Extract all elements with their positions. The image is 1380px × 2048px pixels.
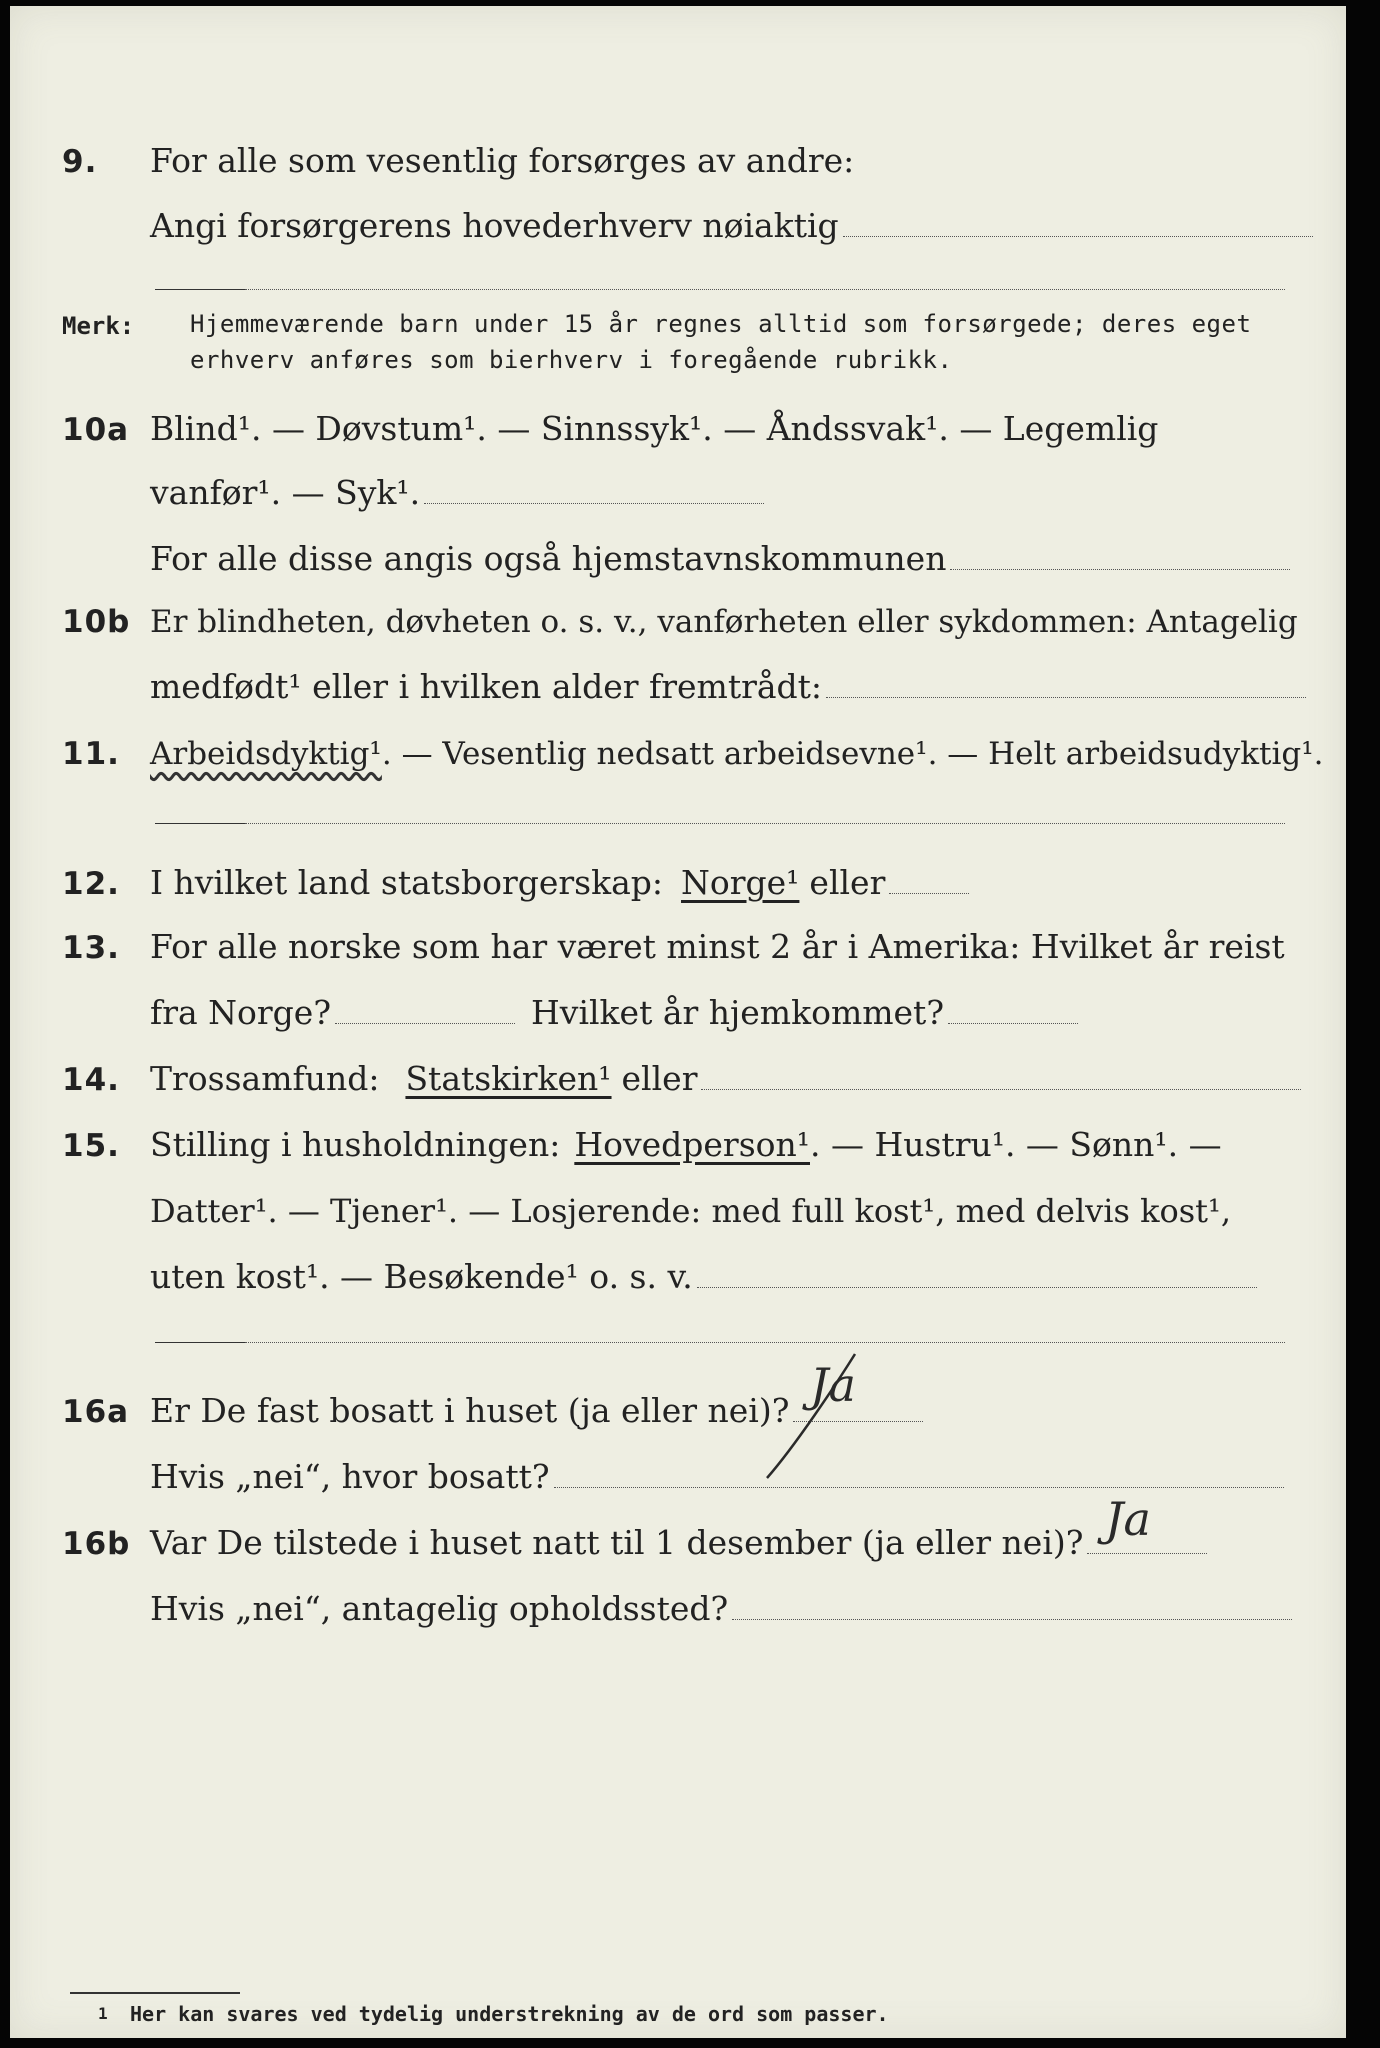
census-form-page <box>10 6 1346 2038</box>
q9-text: For alle som vesentlig forsørges av andre: <box>150 141 855 180</box>
q9-occupation-field[interactable] <box>843 234 1313 237</box>
q15-label: Stilling i husholdningen: <box>150 1125 561 1164</box>
q11-extra-field[interactable] <box>245 823 1285 824</box>
q9-line1 <box>10 136 1346 180</box>
q15-line2 <box>10 1186 1346 1230</box>
q12-option-norge[interactable]: Norge¹ <box>681 863 800 902</box>
q16a-line2 <box>10 1452 1346 1496</box>
q13-return-label: Hvilket år hjemkommet? <box>531 993 945 1032</box>
q16b-location-label: Hvis „nei“, antagelig opholdssted? <box>150 1589 729 1628</box>
q15-line-segment <box>155 1342 245 1343</box>
q14-eller: eller <box>621 1059 698 1098</box>
q16a-question: Er De fast bosatt i huset (ja eller nei)? <box>150 1391 790 1430</box>
q16a-line1 <box>10 1386 1346 1430</box>
q9-occupation-label: Angi forsørgerens hovederhverv nøiaktig <box>150 206 839 245</box>
q15-text3: uten kost¹. — Besøkende¹ o. s. v. <box>150 1257 693 1296</box>
q11-options-rest: . — Vesentlig nedsatt arbeidsevne¹. — Helt arbeidsudyktig¹. <box>381 736 1324 772</box>
q9-extra-field[interactable] <box>245 289 1285 290</box>
q16a-residence-label: Hvis „nei“, hvor bosatt? <box>150 1457 550 1496</box>
q10a-line3 <box>10 534 1346 578</box>
q16a-residence-field[interactable] <box>554 1485 1284 1488</box>
q10b-number: 10b <box>62 604 131 640</box>
q12-other-country-field[interactable] <box>889 891 969 894</box>
q13-line2 <box>10 988 1346 1032</box>
q15-option-hovedperson[interactable]: Hovedperson¹ <box>574 1125 810 1164</box>
q10b-onset-field[interactable] <box>826 695 1306 698</box>
q15-line1 <box>10 1120 1346 1164</box>
q12-number: 12. <box>62 866 120 902</box>
q10a-line2 <box>10 468 1346 512</box>
q9-line2 <box>10 201 1346 245</box>
q15-household-field[interactable] <box>697 1285 1257 1288</box>
q11-number: 11. <box>62 736 120 772</box>
q14-label: Trossamfund: <box>150 1059 380 1098</box>
q12-eller: eller <box>809 863 886 902</box>
q13-line1 <box>10 922 1346 966</box>
q10a-text2: vanfør¹. — Syk¹. <box>150 473 421 512</box>
q10a-disability-field[interactable] <box>424 501 764 504</box>
q10a-home-municipality-field[interactable] <box>950 567 1290 570</box>
q14-number: 14. <box>62 1062 120 1098</box>
q10b-line1 <box>10 596 1346 640</box>
q11-option-arbeidsdyktig[interactable]: Arbeidsdyktig¹ <box>150 736 382 772</box>
q11-line <box>10 728 1346 772</box>
q9-line-segment <box>155 289 245 290</box>
q10b-text1: Er blindheten, døvheten o. s. v., vanførheten eller sykdommen: Antagelig <box>150 604 1298 640</box>
q15-options-rest: . — Hustru¹. — Sønn¹. — <box>810 1125 1222 1164</box>
q16a-number: 16a <box>62 1394 130 1430</box>
footnote-text: Her kan svares ved tydelig understrekning av de ord som passer. <box>130 2002 889 2026</box>
q14-line <box>10 1054 1346 1098</box>
q16b-line2 <box>10 1584 1346 1628</box>
footnote-mark: 1 <box>98 2004 108 2023</box>
q15-extra-field[interactable] <box>245 1342 1285 1343</box>
q13-year-return-field[interactable] <box>948 1021 1078 1024</box>
q16b-answer-field[interactable] <box>1087 1551 1207 1554</box>
q10a-text3: For alle disse angis også hjemstavnskommunen <box>150 539 947 578</box>
footnote-rule <box>70 1992 240 1994</box>
q9-number: 9. <box>62 144 98 180</box>
q16a-handwritten-answer: Ja <box>810 1358 856 1412</box>
q13-year-left-field[interactable] <box>335 1021 515 1024</box>
q12-line <box>10 858 1346 902</box>
q15-text2: Datter¹. — Tjener¹. — Losjerende: med full kost¹, med delvis kost¹, <box>150 1192 1232 1230</box>
q10a-line1 <box>10 404 1346 448</box>
q16b-handwritten-answer: Ja <box>1105 1492 1151 1546</box>
q15-line3 <box>10 1252 1346 1296</box>
q11-line-segment <box>155 823 245 824</box>
q10a-text1: Blind¹. — Døvstum¹. — Sinnssyk¹. — Åndssvak¹. — Legemlig <box>150 409 1159 448</box>
q14-other-faith-field[interactable] <box>701 1087 1301 1090</box>
q13-number: 13. <box>62 930 120 966</box>
q13-left-label: fra Norge? <box>150 993 332 1032</box>
q12-text: I hvilket land statsborgerskap: <box>150 863 664 902</box>
merk-text: Hjemmeværende barn under 15 år regnes alltid som forsørgede; deres eget erhverv anføres som bierhverv i foregående rubrikk. <box>190 310 1252 374</box>
q13-text1: For alle norske som har været minst 2 år i Amerika: Hvilket år reist <box>150 927 1285 966</box>
q16b-question: Var De tilstede i huset natt til 1 desember (ja eller nei)? <box>150 1523 1084 1562</box>
q14-option-statskirken[interactable]: Statskirken¹ <box>405 1059 612 1098</box>
q10b-text2: medfødt¹ eller i hvilken alder fremtrådt: <box>150 667 823 706</box>
merk-label: Merk: <box>62 312 135 340</box>
q16b-number: 16b <box>62 1526 131 1562</box>
q10b-line2 <box>10 662 1346 706</box>
q10a-number: 10a <box>62 412 130 448</box>
q15-number: 15. <box>62 1128 120 1164</box>
q16b-location-field[interactable] <box>732 1617 1292 1620</box>
